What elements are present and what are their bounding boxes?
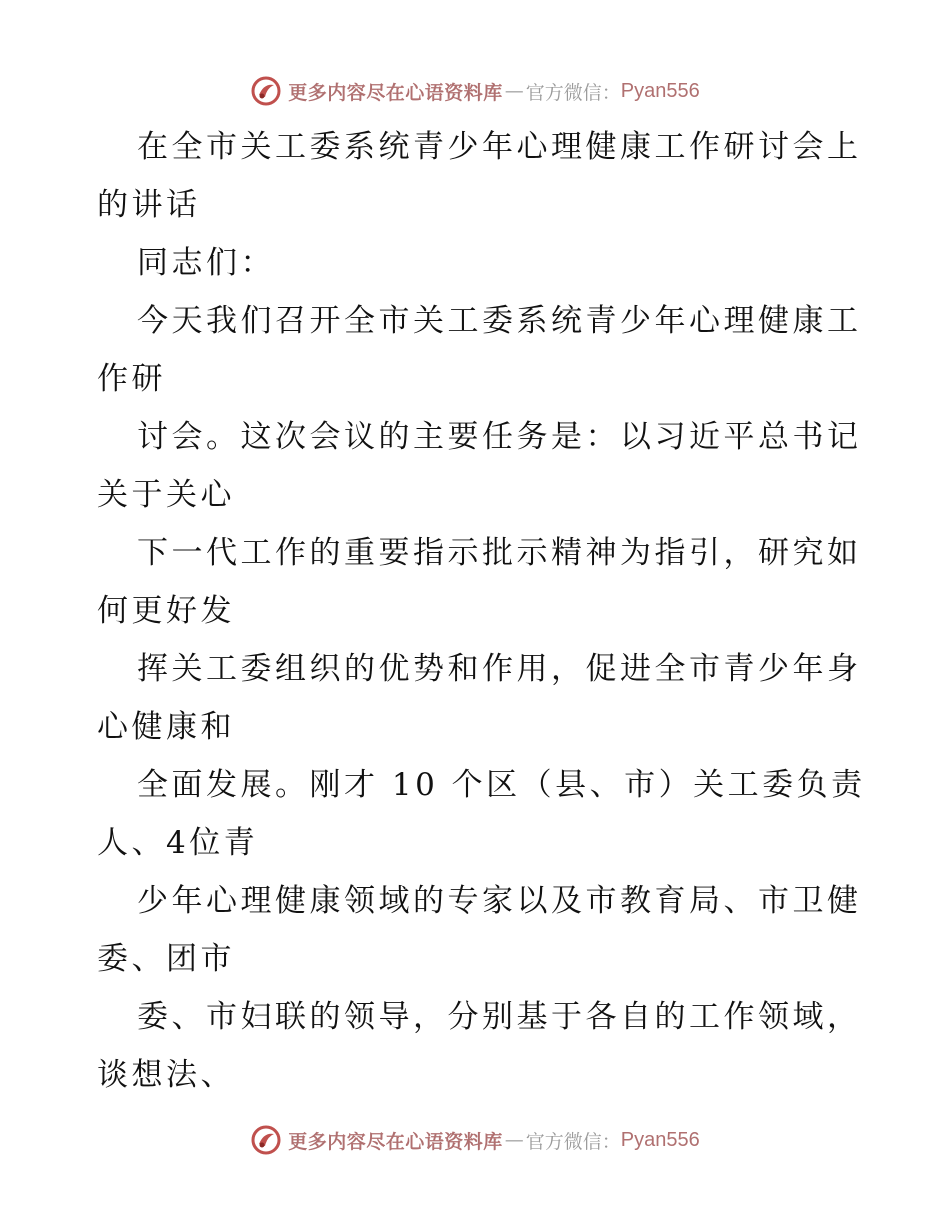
watermark-brand: 更多内容尽在心语资料库 — [288, 81, 503, 104]
body-line: 今天我们召开全市关工委系统青少年心理健康工 — [137, 303, 862, 339]
watermark-separator: — — [504, 80, 524, 102]
red-swirl-logo-icon — [250, 75, 282, 107]
body-line: 下一代工作的重要指示批示精神为指引，研究如 — [137, 535, 862, 571]
body-line: 同志们： — [137, 245, 275, 281]
body-line: 心健康和 — [97, 709, 235, 745]
watermark-separator: — — [504, 1129, 524, 1151]
body-line: 人、4位青 — [97, 825, 259, 861]
body-line: 讨会。这次会议的主要任务是：以习近平总书记 — [137, 419, 862, 455]
header-watermark — [0, 73, 950, 109]
document-body — [97, 118, 866, 1104]
body-line: 少年心理健康领域的专家以及市教育局、市卫健 — [137, 883, 862, 919]
body-line: 在全市关工委系统青少年心理健康工作研讨会上 — [137, 129, 862, 165]
watermark-handle: Pyan556 — [620, 79, 700, 102]
watermark-label: 官方微信： — [525, 81, 621, 104]
body-line: 的讲话 — [97, 187, 201, 223]
footer-watermark — [0, 1122, 950, 1158]
body-line: 何更好发 — [97, 593, 235, 629]
body-line: 谈想法、 — [97, 1057, 235, 1093]
watermark-handle: Pyan556 — [620, 1128, 700, 1151]
body-line: 全面发展。刚才 10 个区（县、市）关工委负责 — [137, 767, 866, 803]
body-line: 委、团市 — [97, 941, 235, 977]
body-line: 作研 — [97, 361, 166, 397]
red-swirl-logo-icon — [250, 1124, 282, 1156]
body-line: 委、市妇联的领导，分别基于各自的工作领域， — [137, 999, 862, 1035]
watermark-brand: 更多内容尽在心语资料库 — [288, 1130, 503, 1153]
body-line: 关于关心 — [97, 477, 235, 513]
watermark-label: 官方微信： — [525, 1130, 621, 1153]
body-line: 挥关工委组织的优势和作用，促进全市青少年身 — [137, 651, 862, 687]
